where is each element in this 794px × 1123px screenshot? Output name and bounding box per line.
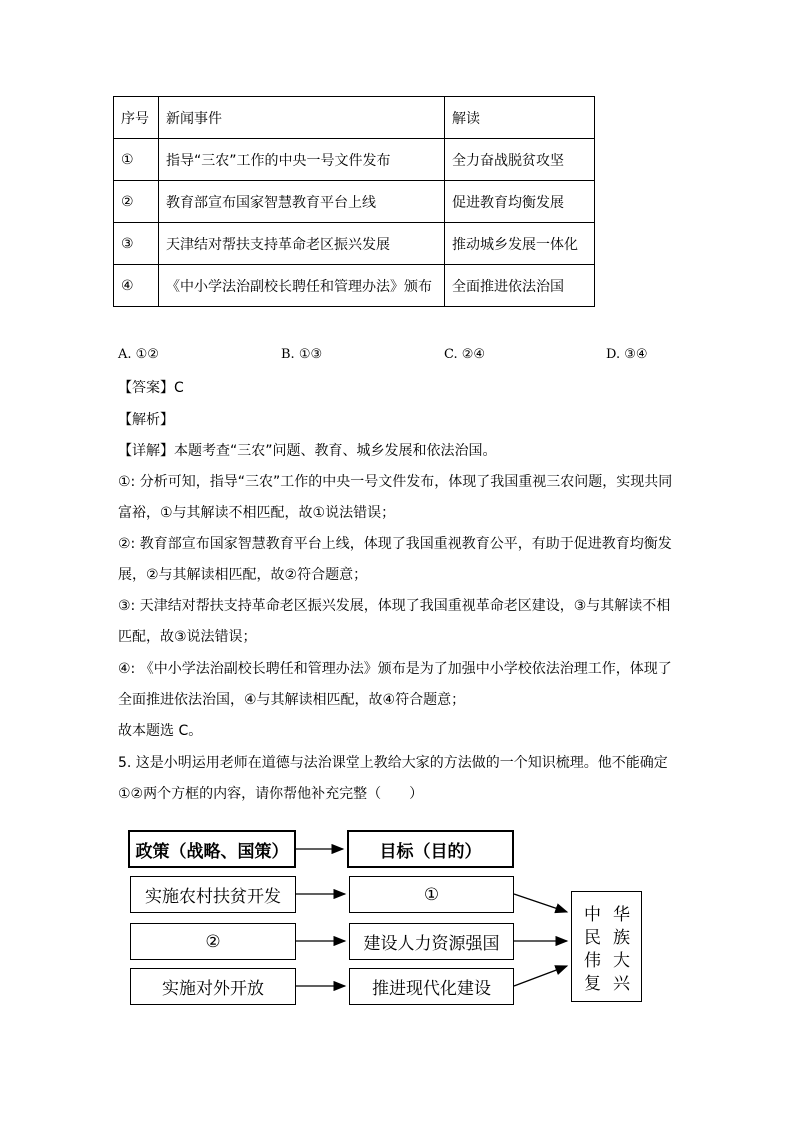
table-cell: ③	[114, 223, 159, 265]
final-char: 民	[584, 928, 601, 948]
option-d: D. ③④	[606, 347, 648, 362]
analysis-line: ③: 天津结对帮扶支持革命老区振兴发展，体现了我国重视革命老区建设，③与其解读不相	[118, 598, 671, 614]
goal-box: 推进现代化建设	[349, 968, 514, 1005]
table-cell: ①	[114, 139, 159, 181]
analysis-line: ②: 教育部宣布国家智慧教育平台上线，体现了我国重视教育公平，有助于促进教育均衡发	[118, 536, 672, 552]
header-cell: 解读	[445, 97, 595, 139]
table-cell: 推动城乡发展一体化	[445, 223, 595, 265]
header-cell: 序号	[114, 97, 159, 139]
option-a: A. ①②	[118, 347, 159, 362]
goal-blank-box: ①	[349, 876, 514, 913]
goal-box: 建设人力资源强国	[349, 923, 514, 960]
analysis-line: 富裕，①与其解读不相匹配，故①说法错误；	[118, 505, 396, 521]
table-cell: 《中小学法治副校长聘任和管理办法》颁布	[159, 265, 445, 307]
policy-blank-box: ②	[130, 923, 296, 960]
analysis-line: 全面推进依法治国，④与其解读相匹配，故④符合题意；	[118, 692, 466, 708]
final-char: 华	[613, 905, 630, 925]
table-cell: 全面推进依法治国	[445, 265, 595, 307]
final-char: 复	[584, 974, 601, 994]
analysis-line: 故本题选 C。	[118, 723, 203, 739]
final-char: 伟	[584, 951, 601, 971]
analysis-line: 展，②与其解读相匹配，故②符合题意；	[118, 567, 368, 583]
table-cell: 天津结对帮扶支持革命老区振兴发展	[159, 223, 445, 265]
analysis-title: 【解析】	[118, 412, 174, 428]
table-cell: 指导“三农”工作的中央一号文件发布	[159, 139, 445, 181]
policy-header-box: 政策（战略、国策）	[128, 830, 296, 868]
option-b: B. ①③	[281, 347, 323, 362]
arrow	[514, 966, 567, 986]
table-cell: 促进教育均衡发展	[445, 181, 595, 223]
policy-box: 实施农村扶贫开发	[130, 876, 296, 913]
analysis-line: ①: 分析可知，指导“三农”工作的中央一号文件发布，体现了我国重视三农问题，实现共同	[118, 474, 673, 490]
policy-box: 实施对外开放	[130, 968, 296, 1005]
answer-line: 【答案】C	[118, 380, 184, 396]
question-line: ①②两个方框的内容，请你帮他补充完整（ ）	[118, 786, 424, 802]
final-char: 大	[613, 951, 630, 971]
table-cell: 教育部宣布国家智慧教育平台上线	[159, 181, 445, 223]
table-cell: ②	[114, 181, 159, 223]
question-line: 5. 这是小明运用老师在道德与法治课堂上教给大家的方法做的一个知识梳理。他不能确定	[118, 755, 668, 771]
national-rejuvenation-box	[571, 891, 642, 1002]
header-cell: 新闻事件	[159, 97, 445, 139]
final-char: 中	[584, 905, 601, 925]
analysis-line: 【详解】本题考查“三农”问题、教育、城乡发展和依法治国。	[118, 443, 497, 459]
goal-header-box: 目标（目的）	[347, 830, 514, 868]
option-c: C. ②④	[444, 347, 486, 362]
final-char: 兴	[613, 974, 630, 994]
analysis-line: 匹配，故③说法错误；	[118, 629, 257, 645]
table-cell: ④	[114, 265, 159, 307]
table-cell: 全力奋战脱贫攻坚	[445, 139, 595, 181]
arrow	[514, 894, 567, 912]
final-char: 族	[613, 928, 630, 948]
analysis-line: ④: 《中小学法治副校长聘任和管理办法》颁布是为了加强中小学校依法治理工作，体现了	[118, 661, 672, 677]
